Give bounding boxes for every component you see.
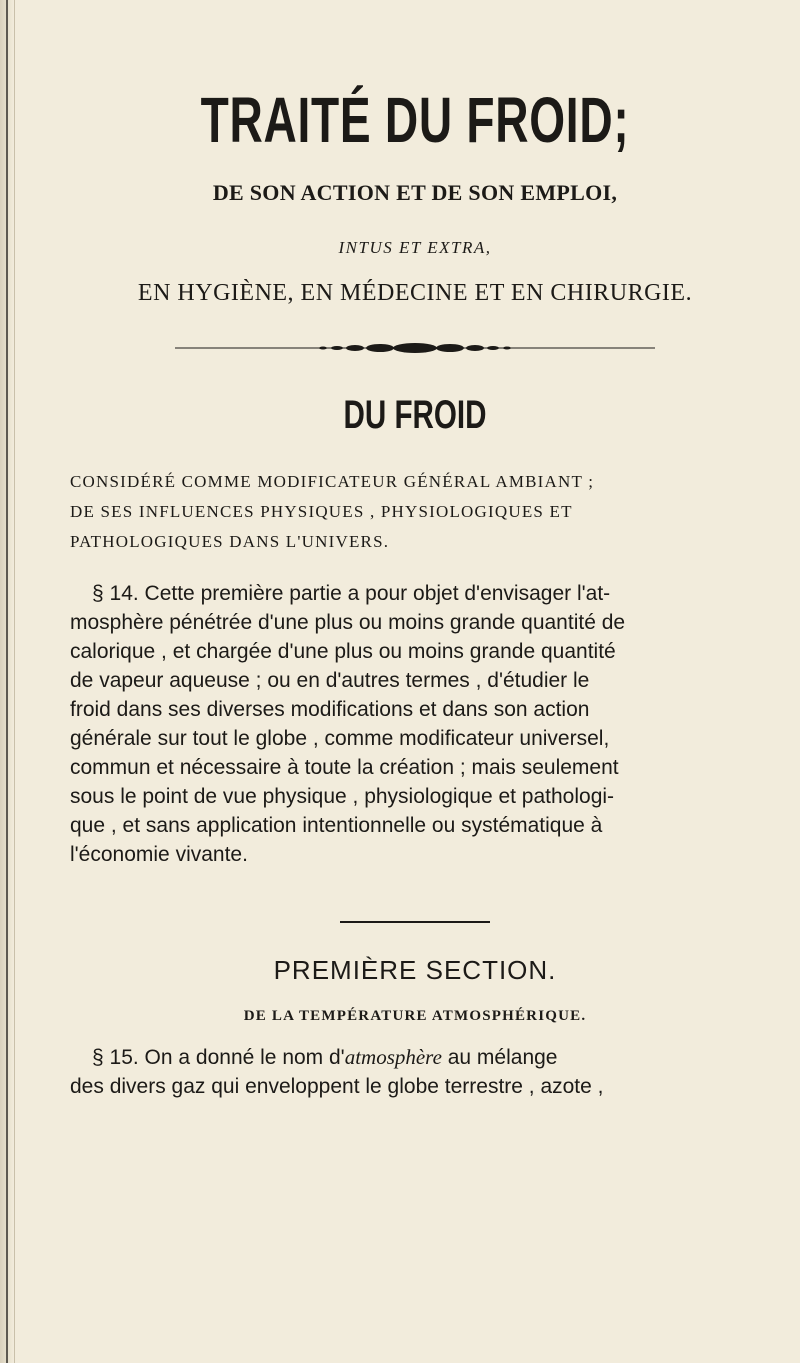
caps-line: DE SES INFLUENCES PHYSIQUES , PHYSIOLOGIQUES ET [70, 502, 573, 521]
subtitle-intus-extra: INTUS ET EXTRA, [338, 238, 492, 257]
text-fragment: au mélange [441, 1046, 558, 1069]
subtitle-action: DE SON ACTION ET DE SON EMPLOI, [212, 180, 618, 205]
text-line: mosphère pénétrée d'une plus ou moins grande quantité de [70, 611, 626, 634]
italic-term: atmosphère [344, 1045, 442, 1069]
text-line: l'économie vivante. [70, 843, 248, 866]
text-line: générale sur tout le globe , comme modificateur universel, [70, 727, 610, 750]
main-title: TRAITÉ DU FROID; [200, 84, 630, 156]
text-line: de vapeur aqueuse ; ou en d'autres termes , d'étudier le [70, 669, 590, 692]
text-fragment: § 15. On a donné le nom d' [92, 1046, 345, 1069]
text-line: calorique , et chargée d'une plus ou moins grande quantité [70, 640, 616, 663]
book-page [70, 84, 760, 1101]
caps-line: CONSIDÉRÉ COMME MODIFICATEUR GÉNÉRAL AMBIANT ; [70, 472, 595, 491]
page-edge-line [6, 0, 8, 1363]
text-line [70, 1043, 760, 1072]
part-description [70, 467, 760, 557]
caps-line: PATHOLOGIQUES DANS L'UNIVERS. [70, 532, 390, 551]
ornament-divider [175, 341, 655, 355]
page-edge [0, 0, 15, 1363]
text-line: commun et nécessaire à toute la création ; mais seulement [70, 756, 619, 779]
subtitle-domains: EN HYGIÈNE, EN MÉDECINE ET EN CHIRURGIE. [137, 280, 693, 306]
paragraph-14 [70, 579, 760, 869]
paragraph-15 [70, 1043, 760, 1101]
text-line: froid dans ses diverses modifications et dans son action [70, 698, 590, 721]
section-rule [340, 921, 490, 923]
section-heading: PREMIÈRE SECTION. [273, 955, 557, 985]
text-line: sous le point de vue physique , physiologique et pathologi- [70, 785, 615, 808]
text-line: que , et sans application intentionnelle ou systématique à [70, 814, 603, 837]
part-title: DU FROID [343, 393, 487, 437]
text-line: § 14. Cette première partie a pour objet d'envisager l'at- [92, 582, 611, 605]
text-line: des divers gaz qui enveloppent le globe terrestre , azote , [70, 1075, 604, 1098]
section-subheading: DE LA TEMPÉRATURE ATMOSPHÉRIQUE. [243, 1008, 587, 1024]
